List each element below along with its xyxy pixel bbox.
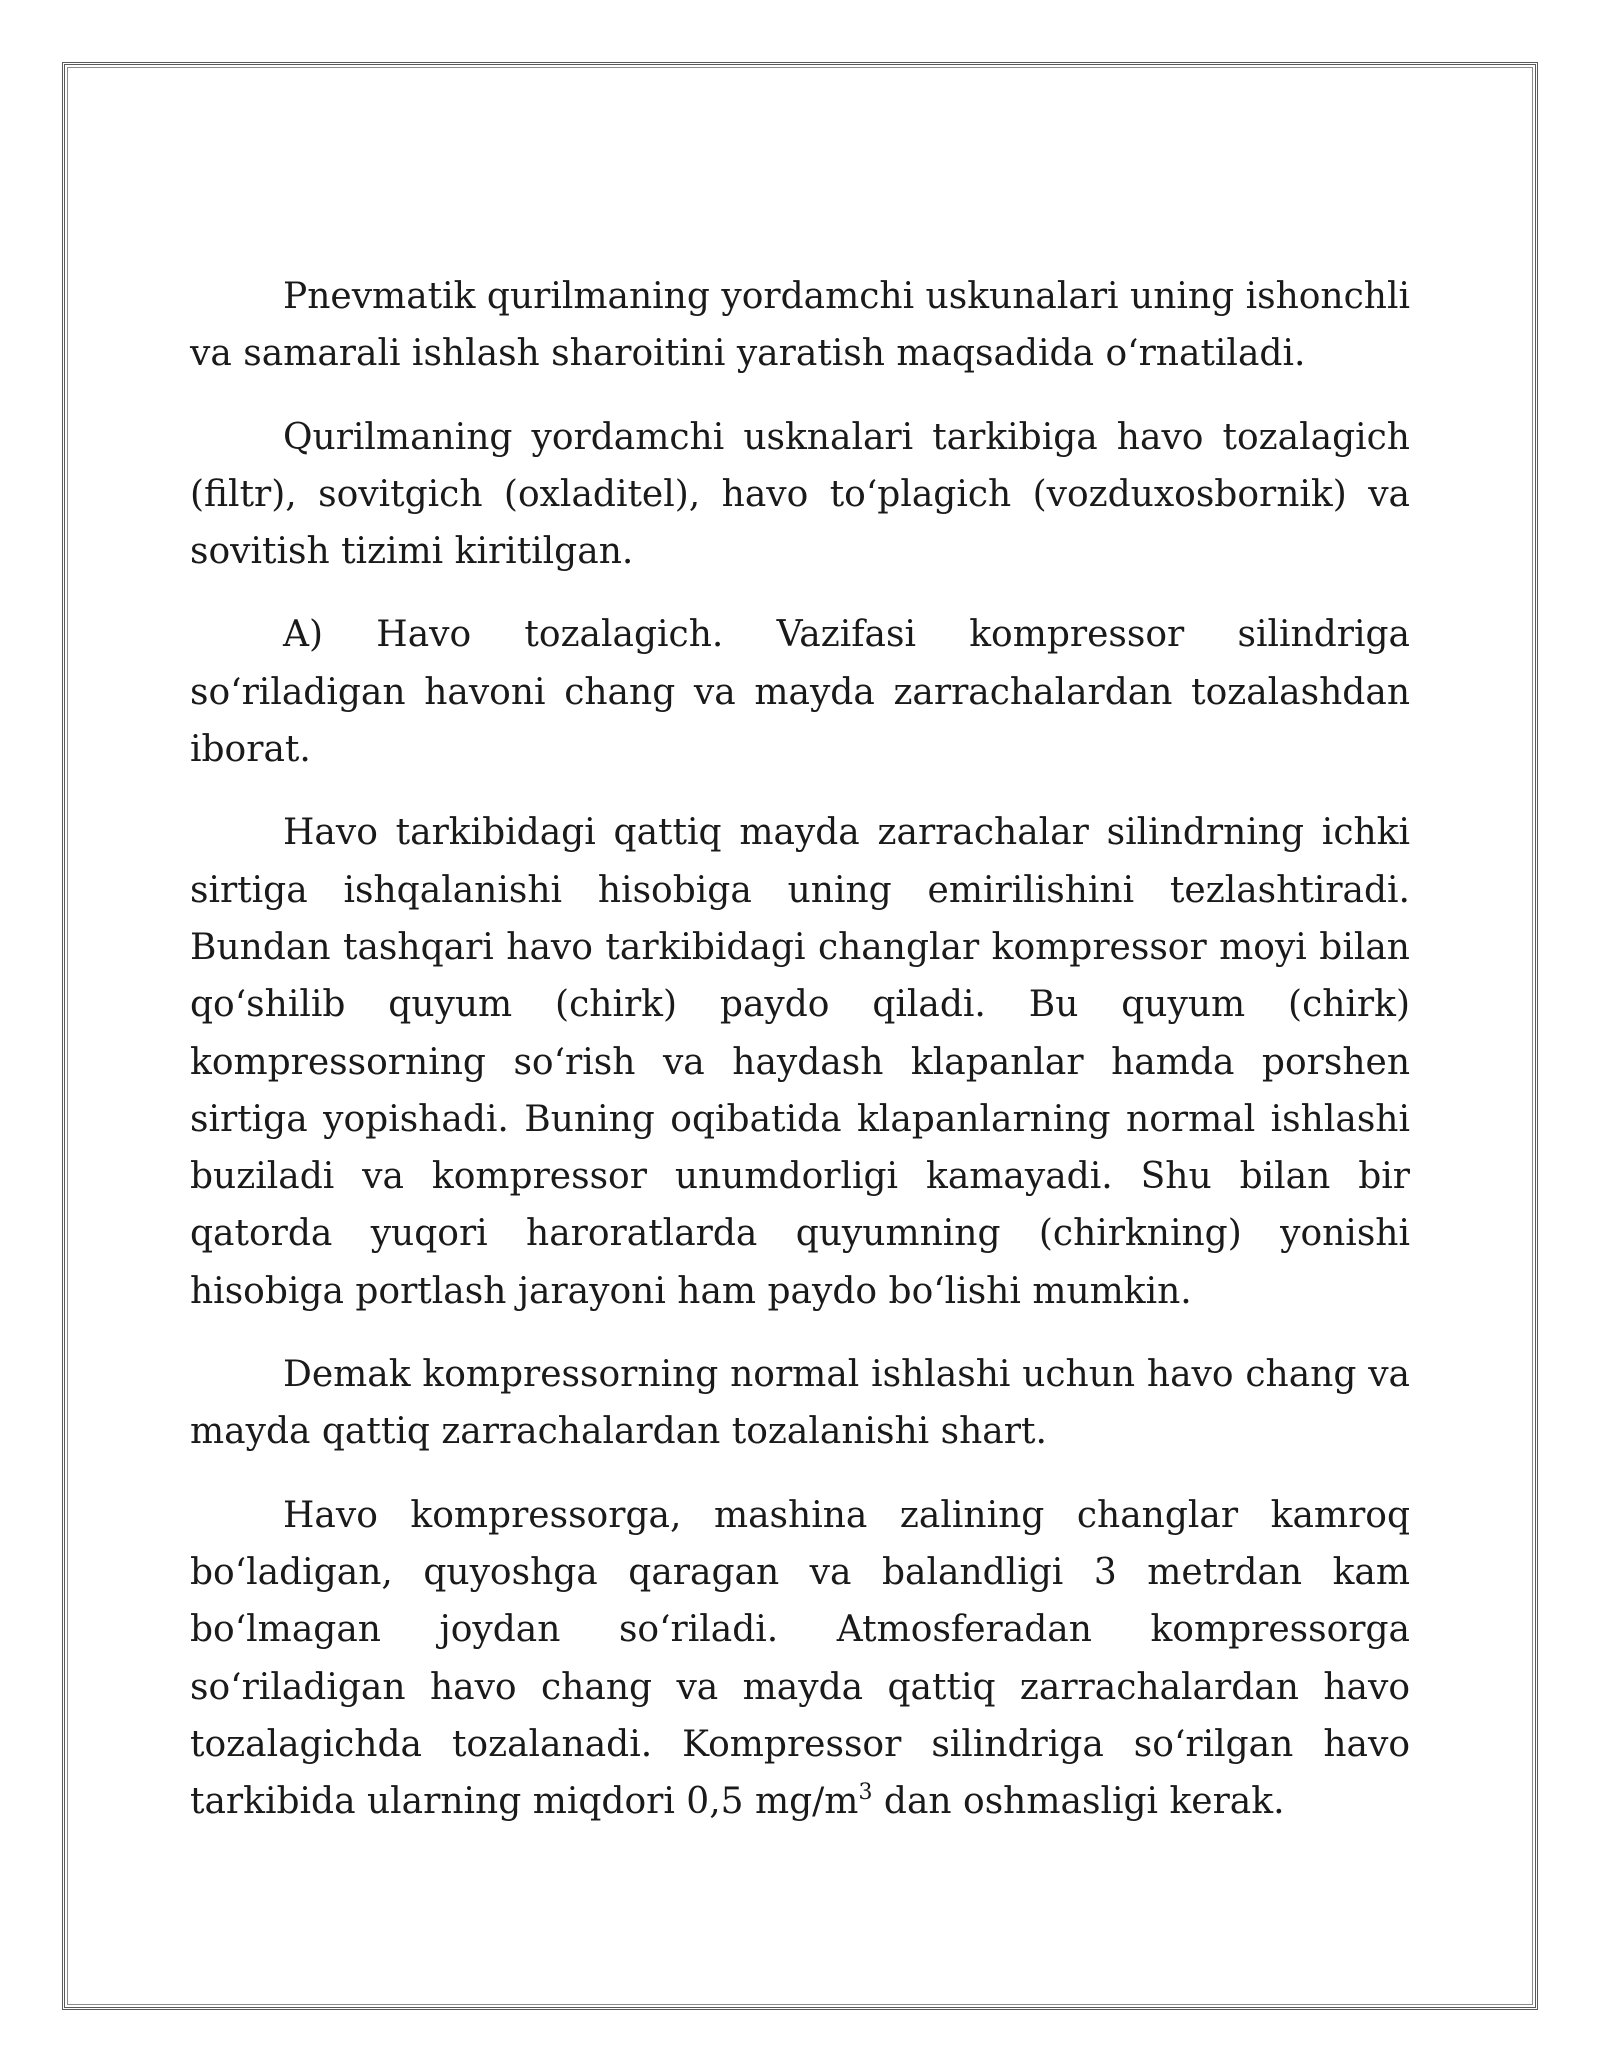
paragraph-particles-effect: Havo tarkibidagi qattiq mayda zarrachalar silindrning ichki sirtiga ishqalanishi hisobiga uning emirilishini tezlashtiradi. Bundan tashqari havo tarkibidagi changlar kompressor moyi bilan qo‘shilib quyum (chirk) paydo qiladi. Bu quyum (chirk) kompressorning so‘rish va haydash klapanlar hamda porshen sirtiga yopishadi. Buning oqibatida klapanlarning normal ishlashi buziladi va kompressor unumdorligi kamayadi. Shu bilan bir qatorda yuqori haroratlarda quyumning (chirkning) yonishi hisobiga portlash jarayoni ham paydo bo‘lishi mumkin.	[190, 812, 1410, 1312]
paragraph-conclusion: Demak kompressorning normal ishlashi uchun havo chang va mayda qattiq zarrachalardan tozalanishi shart.	[190, 1354, 1410, 1453]
air-intake-text-end: dan oshmasligi kerak.	[872, 1781, 1285, 1823]
paragraph-air-intake	[190, 1487, 1410, 1831]
paragraph-equipment-list: Qurilmaning yordamchi usknalari tarkibiga havo tozalagich (filtr), sovitgich (oxladitel), havo to‘plagich (vozduxosbornik) va sovitish tizimi kiritilgan.	[190, 416, 1410, 573]
paragraph-intro: Pnevmatik qurilmaning yordamchi uskunalari uning ishonchli va samarali ishlash sharoitini yaratish maqsadida o‘rnatiladi.	[190, 276, 1410, 375]
document-body	[190, 268, 1410, 1830]
paragraph-air-filter: A) Havo tozalagich. Vazifasi kompressor silindriga so‘riladigan havoni chang va mayda zarrachalardan tozalashdan iborat.	[190, 614, 1410, 771]
air-intake-text: Havo kompressorga, mashina zalining changlar kamroq bo‘ladigan, quyoshga qaragan va balandligi 3 metrdan kam bo‘lmagan joydan so‘riladi. Atmosferadan kompressorga so‘riladigan havo chang va mayda qattiq zarrachalardan havo tozalagichda tozalanadi. Kompressor silindriga so‘rilgan havo tarkibida ularning miqdori 0,5 mg/m	[190, 1494, 1410, 1823]
unit-superscript: 3	[858, 1780, 873, 1806]
